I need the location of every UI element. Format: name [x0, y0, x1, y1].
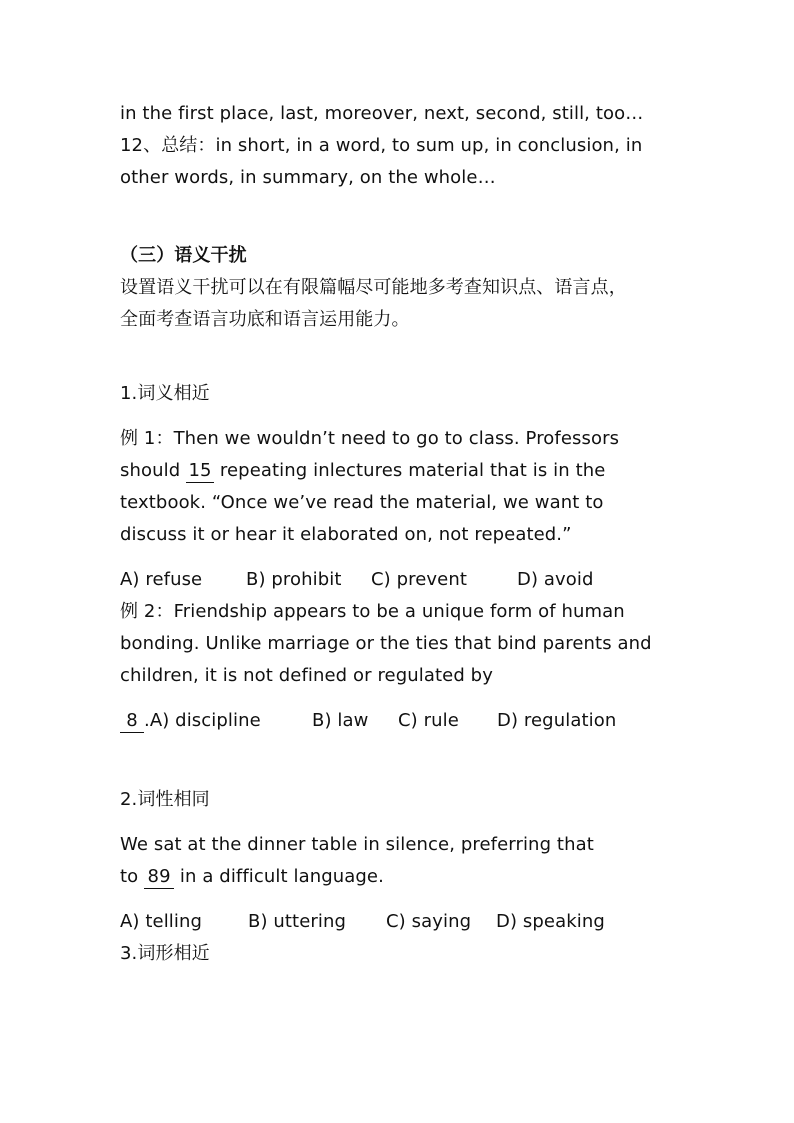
connectives-line-3: other words, in summary, on the whole…: [120, 167, 496, 188]
option-a: A) telling: [120, 911, 203, 932]
option-c: C) saying: [386, 911, 472, 932]
option-c: C) rule: [398, 710, 459, 731]
connectives-line-1: in the first place, last, moreover, next, second, still, too…: [120, 103, 644, 124]
spacer: [120, 410, 680, 423]
spacer: [120, 336, 680, 378]
answer-blank: 89: [144, 866, 174, 889]
example-1-line-1: 例 1：Then we wouldn’t need to go to class. Professors: [120, 428, 620, 449]
section-heading: （三）语义干扰: [120, 245, 247, 266]
example-1-text-pre: should: [120, 460, 187, 481]
spacer: [120, 692, 680, 705]
example-3-text-post: in a difficult language.: [174, 866, 384, 887]
example-2-line-3: children, it is not defined or regulated by: [120, 665, 493, 686]
option-c: C) prevent: [371, 569, 468, 590]
example-1-line-3: textbook. “Once we’ve read the material, we want to: [120, 492, 604, 513]
example-2-options: [120, 705, 680, 737]
answer-blank: 15: [186, 460, 214, 483]
spacer: [120, 194, 680, 240]
option-d: D) speaking: [496, 911, 605, 932]
example-2-line-1: 例 2：Friendship appears to be a unique form of human: [120, 601, 625, 622]
section-intro-line-1: 设置语义干扰可以在有限篇幅尽可能地多考查知识点、语言点，: [120, 277, 627, 298]
option-a: A) refuse: [120, 569, 203, 590]
spacer: [120, 816, 680, 829]
subsection-title-2: 2.词性相同: [120, 789, 210, 810]
option-b: B) prohibit: [246, 569, 342, 590]
example-1-options: [120, 564, 680, 596]
example-2-line-2: bonding. Unlike marriage or the ties that bind parents and: [120, 633, 652, 654]
option-a: .A) discipline: [144, 710, 261, 731]
example-1-line-4: discuss it or hear it elaborated on, not repeated.”: [120, 524, 572, 545]
example-1-text-post: repeating inlectures material that is in the: [214, 460, 606, 481]
spacer: [120, 893, 680, 906]
spacer: [120, 737, 680, 784]
option-b: B) uttering: [248, 911, 347, 932]
example-3-line-1: We sat at the dinner table in silence, preferring that: [120, 834, 594, 855]
example-3-text-pre: to: [120, 866, 145, 887]
section-intro-line-2: 全面考查语言功底和语言运用能力。: [120, 309, 410, 330]
document-page: [120, 98, 680, 970]
option-b: B) law: [312, 710, 369, 731]
connectives-line-2: 12、总结：in short, in a word, to sum up, in conclusion, in: [120, 135, 643, 156]
example-3-options: [120, 906, 680, 938]
example-1-line-2: [120, 455, 680, 487]
subsection-title-1: 1.词义相近: [120, 383, 210, 404]
spacer: [120, 551, 680, 564]
option-d: D) avoid: [517, 569, 594, 590]
option-d: D) regulation: [497, 710, 617, 731]
subsection-title-3: 3.词形相近: [120, 943, 210, 964]
answer-blank: 8: [120, 710, 144, 733]
example-3-line-2: [120, 861, 680, 893]
